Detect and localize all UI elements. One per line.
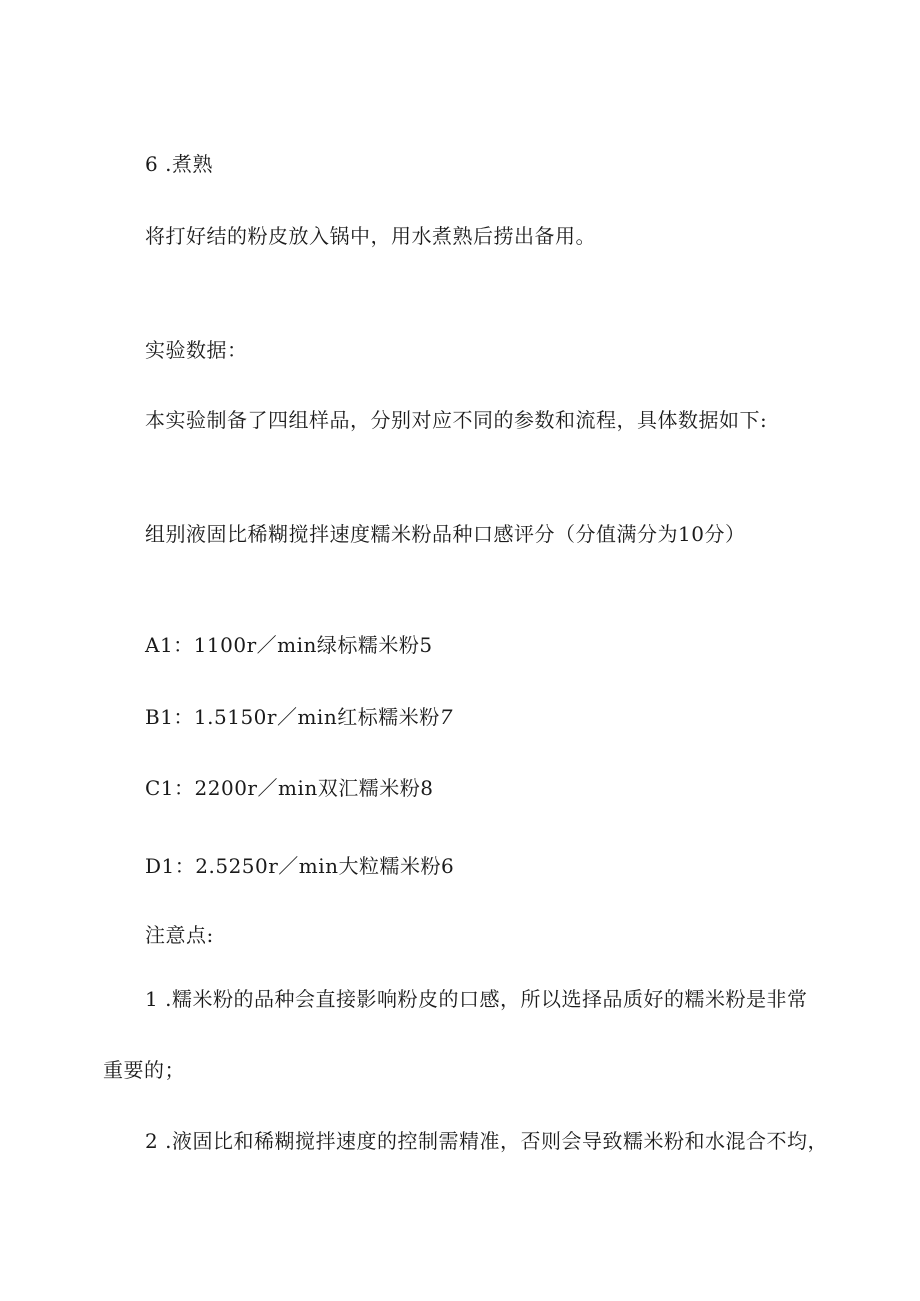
experiment-intro: 本实验制备了四组样品，分别对应不同的参数和流程，具体数据如下: <box>145 408 768 432</box>
data-row-d1: D1：2.5250r／min大粒糯米粉6 <box>145 854 455 878</box>
data-row-b1 <box>145 703 453 731</box>
note-item-1-line-2: 重要的； <box>103 1058 185 1082</box>
data-row-c1: C1：2200r／min双汇糯米粉8 <box>145 776 434 800</box>
section-heading: 6 .煮熟 <box>145 152 213 176</box>
notes-title: 注意点: <box>145 923 214 947</box>
section-body: 将打好结的粉皮放入锅中，用水煮熟后捞出备用。 <box>145 224 596 248</box>
note-item-1-line-1: 1 .糯米粉的品种会直接影响粉皮的口感，所以选择品质好的糯米粉是非常 <box>145 987 808 1011</box>
experiment-title: 实验数据： <box>145 338 248 362</box>
data-row-b1-text: B1：1.5150r／min红标糯米粉 <box>145 705 440 729</box>
data-row-b1-score: 7 <box>439 705 453 729</box>
table-header: 组别液固比稀糊搅拌速度糯米粉品种口感评分（分值满分为10分） <box>145 522 746 546</box>
note-item-2-line-1: 2 .液固比和稀糊搅拌速度的控制需精准，否则会导致糯米粉和水混合不均， <box>145 1129 828 1153</box>
data-row-a1: A1：1100r／min绿标糯米粉5 <box>145 633 433 657</box>
